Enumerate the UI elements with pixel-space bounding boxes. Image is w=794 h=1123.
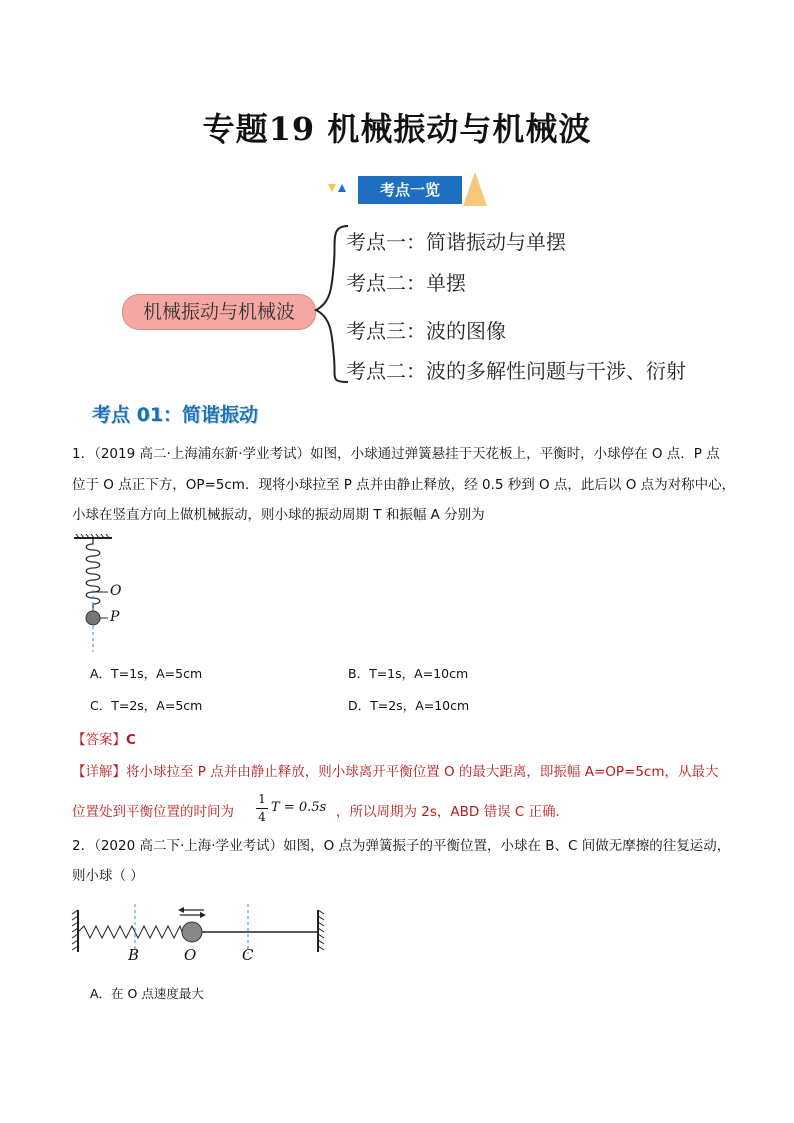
fraction-denominator: 4 xyxy=(258,810,266,824)
figure2-label-c: C xyxy=(242,946,254,964)
q1-line-3: 小球在竖直方向上做机械振动，则小球的振动周期 T 和振幅 A 分别为 xyxy=(72,507,485,523)
triangle-decor-right-icon xyxy=(463,172,493,206)
answer-tag: 【答案】 xyxy=(72,732,126,748)
q1-option-c[interactable]: C．T=2s，A=5cm xyxy=(90,698,203,713)
mindmap-root: 机械振动与机械波 xyxy=(122,294,316,330)
fraction-formula xyxy=(256,792,346,826)
q2-line-2: 则小球（ ） xyxy=(72,868,144,884)
mindmap-item-3: 考点三：波的图像 xyxy=(346,319,506,343)
mindmap-item-4: 考点二：波的多解性问题与干涉、衍射 xyxy=(346,359,686,383)
page-title: 专题19 机械振动与机械波 xyxy=(202,110,592,148)
figure1-label-p: P xyxy=(110,609,120,625)
q1-option-d[interactable]: D．T=2s，A=10cm xyxy=(348,698,470,713)
detail-text-1: 将小球拉至 P 点并由静止释放，则小球离开平衡位置 O 的最大距离，即振幅 A=OP=5cm，从最大 xyxy=(126,764,719,780)
triangle-decor-icon xyxy=(325,172,355,206)
q1-detail-line-1 xyxy=(72,760,719,780)
figure1-label-o: O xyxy=(110,583,122,599)
answer-value: C xyxy=(126,732,136,748)
mindmap-item-1: 考点一：简谐振动与单摆 xyxy=(346,230,566,254)
detail-tag: 【详解】 xyxy=(72,764,126,780)
mindmap-item-2: 考点二：单摆 xyxy=(346,271,466,295)
overview-label: 考点一览 xyxy=(358,176,462,204)
figure2-label-o: O xyxy=(184,946,197,964)
overview-banner xyxy=(325,172,495,206)
q2-line-1: 2．（2020 高二下·上海·学业考试）如图，O 点为弹簧振子的平衡位置，小球在 B、C 间做无摩擦的往复运动， xyxy=(72,838,731,854)
q1-option-b[interactable]: B．T=1s，A=10cm xyxy=(348,666,469,681)
q1-answer xyxy=(72,728,136,748)
q1-detail-line-2-prefix: 位置处到平衡位置的时间为 xyxy=(72,804,234,820)
fraction-rest: T = 0.5s xyxy=(271,800,327,815)
horizontal-spring-figure xyxy=(70,898,332,966)
q2-option-a[interactable]: A．在 O 点速度最大 xyxy=(90,986,204,1001)
q1-option-a[interactable]: A．T=1s，A=5cm xyxy=(90,666,203,681)
fraction-numerator: 1 xyxy=(258,792,266,806)
q1-line-1: 1．（2019 高二·上海浦东新·学业考试）如图，小球通过弹簧悬挂于天花板上，平衡时，小球停在 O 点．P 点 xyxy=(72,446,720,462)
figure2-label-b: B xyxy=(128,946,140,964)
spring-ceiling-figure xyxy=(70,534,140,654)
q1-detail-line-2-suffix: ，所以周期为 2s，ABD 错误 C 正确． xyxy=(336,804,570,820)
section-heading: 考点 01：简谐振动 xyxy=(92,404,259,426)
q1-line-2: 位于 O 点正下方，OP=5cm．现将小球拉至 P 点并由静止释放，经 0.5 秒到 O 点，此后以 O 点为对称中心， xyxy=(72,477,736,493)
